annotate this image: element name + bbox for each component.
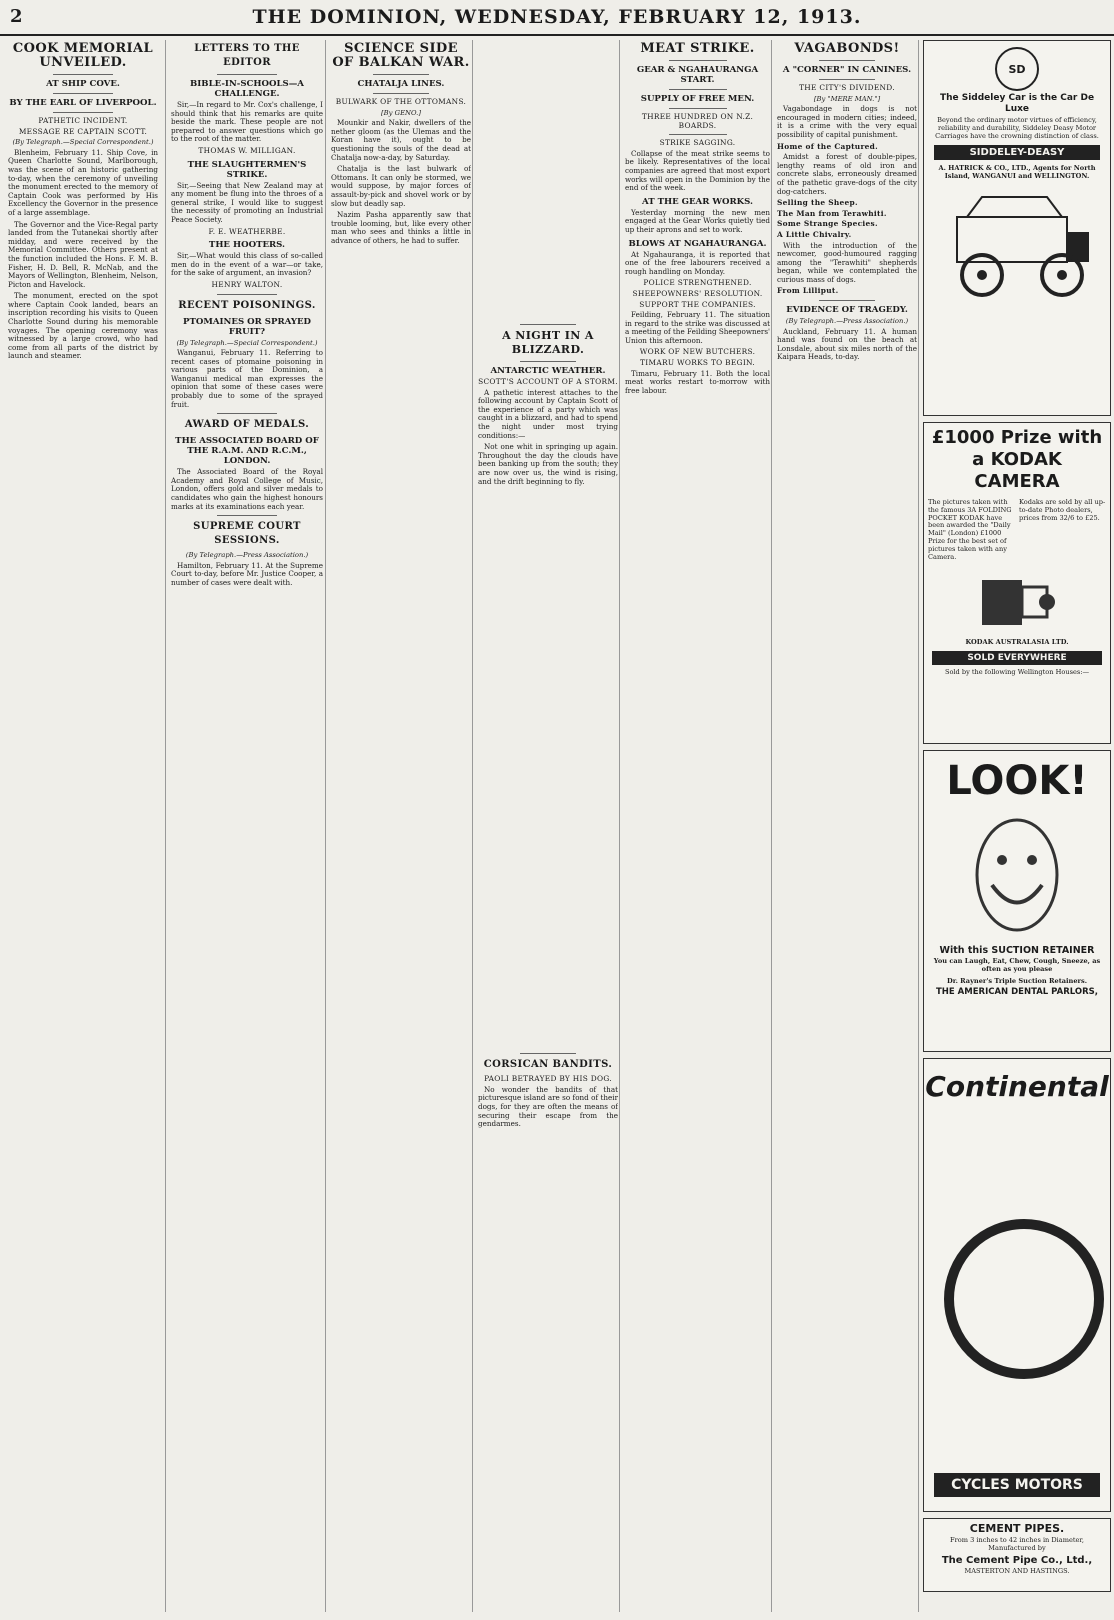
motor-car-illustration	[927, 187, 1107, 307]
blizzard-headline: A NIGHT IN A BLIZZARD.	[502, 329, 594, 356]
tyre-icon	[944, 1219, 1104, 1379]
kodak-text-2: Kodaks are sold by all up-to-date Photo dealers, prices from 32/6 to £25.	[1019, 498, 1106, 522]
dental-headline: LOOK!	[946, 758, 1088, 804]
dental-line-3: Dr. Rayner's Triple Suction Retainers.	[947, 976, 1087, 985]
letter-signature: THOMAS W. MILLIGAN.	[198, 145, 296, 155]
balkan-headline: SCIENCE SIDE OF BALKAN WAR.	[332, 41, 470, 70]
balkan-paragraph: Mounkir and Nakir, dwellers of the nether gloom (as the Ulemas and the Koran have it), ought to be questioning the souls of the dead at Chatalja now-a-day, by Saturday.	[331, 118, 471, 162]
letters-sub-3: THE HOOTERS.	[208, 240, 286, 251]
column-2	[165, 40, 323, 1612]
divider	[819, 300, 875, 301]
balkan-paragraph: Nazim Pasha apparently saw that trouble looming, but, like every other man who sees and thinks a little in advance of others, he had to suffer.	[331, 210, 471, 245]
meat-sub-8: SHEEPOWNERS' RESOLUTION.	[632, 288, 763, 298]
kodak-dealer: KODAK AUSTRALASIA LTD.	[965, 638, 1069, 647]
dental-line-1: With this SUCTION RETAINER	[939, 945, 1095, 956]
divider	[217, 413, 278, 414]
meat-sub-1: GEAR & NGAHAURANGA START.	[636, 65, 759, 85]
medals-paragraph: The Associated Board of the Royal Academy and Royal College of Music, London, offers gold and silver medals to candidates who gain the highest honours marks at its examinations each year.	[171, 467, 323, 511]
meat-sub-5: AT THE GEAR WORKS.	[642, 196, 753, 207]
page-title: THE DOMINION, WEDNESDAY, FEBRUARY 12, 1913.	[252, 6, 862, 28]
vagabonds-paragraph: Amidst a forest of double-pipes, lengthy reams of old iron and concrete slabs, erroneously dreamed of the pathetic grave-dogs of the city dog-catchers.	[777, 152, 917, 196]
kodak-ad	[923, 422, 1111, 744]
cement-text: From 3 inches to 42 inches in Diameter, Manufactured by	[950, 1536, 1084, 1552]
column-3	[325, 40, 471, 1612]
divider	[819, 79, 875, 80]
poisonings-sub: PTOMAINES OR SPRAYED FRUIT?	[183, 316, 311, 337]
vagabonds-section: The Man from Terawhiti.	[777, 208, 887, 218]
balkan-sub-1: CHATALJA LINES.	[357, 79, 445, 89]
cook-paragraph: Blenheim, February 11. Ship Cove, in Queen Charlotte Sound, Marlborough, was the scene of an historic gathering to-day, when the ceremony of unveiling the monument erected to the memory of Captain Cook was performed by His Excellency the Governor in the presence of a large assemblage.	[8, 147, 158, 217]
tragedy-paragraph: Auckland, February 11. A human hand was found on the beach at Lonsdale, about six miles north of the Kaipara Heads, to-day.	[777, 326, 917, 362]
letter-signature: HENRY WALTON.	[211, 279, 283, 289]
balkan-paragraph: Chatalja is the last bulwark of Ottomans. It can only be stormed, we would suppose, by major forces of assault-by-pick and shovel work or by slow but deadly sap.	[331, 164, 471, 208]
siddeley-logo: SD	[995, 47, 1039, 91]
balkan-byline: [By GENO.]	[381, 108, 421, 117]
vagabonds-headline: VAGABONDS!	[794, 41, 900, 56]
meat-sub-9: SUPPORT THE COMPANIES.	[639, 299, 756, 309]
cook-byline: (By Telegraph.—Special Correspondent.)	[12, 138, 154, 147]
meat-paragraph: Yesterday morning the new men engaged at the Gear Works quietly tied up their aprons and set to work.	[625, 207, 770, 234]
corsican-paragraph: No wonder the bandits of that picturesque island are so fond of their dogs, for they are often the means of securing their escape from the gendarmes.	[478, 1084, 618, 1129]
meat-sub-4: STRIKE SAGGING.	[659, 138, 736, 148]
siddeley-agent: A. HATRICK & CO., LTD., Agents for North Island, WANGANUI and WELLINGTON.	[938, 164, 1096, 181]
divider	[669, 134, 727, 135]
supreme-byline: (By Telegraph.—Press Association.)	[185, 551, 309, 560]
divider	[53, 93, 113, 94]
divider	[819, 60, 875, 61]
divider	[217, 74, 278, 75]
continental-brand: Continental	[925, 1070, 1109, 1103]
meat-paragraph: Feilding, February 11. The situation in regard to the strike was discussed at a meeting of the Feilding Sheepowners' Union this afternoon.	[625, 310, 770, 345]
column-continuation	[478, 40, 618, 320]
cement-place: MASTERTON AND HASTINGS.	[964, 1566, 1070, 1575]
column-4	[472, 40, 618, 1612]
divider	[53, 74, 113, 75]
meat-paragraph: Collapse of the meat strike seems to be likely. Representatives of the local companies are agreed that most export works will open in the Dominion by the end of the week.	[625, 148, 770, 193]
column-5	[619, 40, 770, 1612]
meat-sub-10: WORK OF NEW BUTCHERS.	[639, 347, 756, 357]
cement-title: CEMENT PIPES.	[969, 1522, 1065, 1535]
kodak-text-1: The pictures taken with the famous 3A FOLDING POCKET KODAK have been awarded the "Daily Mail" (London) £1000 Prize for the best set of pictures taken with any Camera.	[928, 498, 1012, 561]
divider	[669, 89, 727, 90]
dental-firm: THE AMERICAN DENTAL PARLORS,	[936, 987, 1098, 998]
meat-sub-11: TIMARU WORKS TO BEGIN.	[640, 358, 755, 368]
kodak-headline: £1000 Prize with a KODAK CAMERA	[931, 427, 1103, 492]
letter-paragraph: Sir,—In regard to Mr. Cox's challenge, I should think that his remarks are quite beside the mark. These people are not prepared to answer questions which go to the root of the matter.	[171, 100, 323, 144]
vagabonds-section: Home of the Captured.	[777, 141, 879, 151]
balkan-sub-2: BULWARK OF THE OTTOMANS.	[335, 97, 467, 106]
vagabonds-sub-1: A "CORNER" IN CANINES.	[782, 65, 912, 75]
divider	[373, 74, 429, 75]
masthead	[0, 0, 1114, 36]
cement-ad	[923, 1518, 1111, 1592]
poisonings-paragraph: Wanganui, February 11. Referring to recent cases of ptomaine poisoning in various parts of the Dominion, a Wanganui medical man expresses the opinion that some of these cases were probably due to some of the sprayed fruit.	[171, 348, 323, 409]
advertisements-column	[918, 40, 1111, 1612]
meat-paragraph: At Ngahauranga, it is reported that one of the free labourers received a rough handling on Monday.	[625, 249, 770, 276]
blizzard-paragraph: A pathetic interest attaches to the following account by Captain Scott of the experience of a party which was caught in a blizzard, and had to spend the night under most trying conditions:—	[478, 387, 618, 440]
blizzard-sub-1: ANTARCTIC WEATHER.	[490, 366, 606, 376]
supreme-paragraph: Hamilton, February 11. At the Supreme Court to-day, before Mr. Justice Cooper, a number of cases were dealt with.	[171, 560, 323, 587]
vagabonds-section: Selling the Sheep.	[777, 198, 858, 208]
cement-firm: The Cement Pipe Co., Ltd.,	[941, 1554, 1093, 1566]
divider	[217, 515, 278, 516]
meat-headline: MEAT STRIKE.	[640, 41, 755, 56]
cook-sub-4: MESSAGE RE CAPTAIN SCOTT.	[18, 126, 148, 136]
divider	[217, 294, 278, 295]
dental-line-2: You can Laugh, Eat, Chew, Cough, Sneeze, as often as you please	[933, 957, 1101, 973]
blizzard-paragraph: Not one whit in springing up again. Throughout the day the clouds have been banking up from the south; they are now over us, the wind is rising, and the drift beginning to fly.	[478, 442, 618, 486]
kodak-body	[924, 497, 1110, 563]
divider	[669, 108, 727, 109]
vagabonds-section: A Little Chivalry.	[777, 229, 852, 239]
divider	[53, 112, 113, 113]
letters-sub-2: THE SLAUGHTERMEN'S STRIKE.	[187, 159, 307, 180]
corsican-headline: CORSICAN BANDITS.	[483, 1059, 613, 1071]
cook-sub-3: PATHETIC INCIDENT.	[38, 116, 128, 125]
vagabonds-section: Some Strange Species.	[777, 219, 878, 229]
siddeley-body: Beyond the ordinary motor virtues of efficiency, reliability and durability, Siddeley Deasy Motor Carriages have the crowning distinction of class.	[935, 116, 1099, 140]
meat-sub-2: SUPPLY OF FREE MEN.	[640, 94, 755, 104]
medals-sub: THE ASSOCIATED BOARD OF THE R.A.M. AND R.C.M., LONDON.	[175, 436, 319, 467]
letter-paragraph: Sir,—Seeing that New Zealand may at any moment be flung into the throes of a general strike, I would like to suggest the necessity of promoting an Industrial Peace Society.	[171, 180, 323, 224]
meat-paragraph: Timaru, February 11. Both the local meat works restart to-morrow with free labour.	[625, 368, 770, 395]
cook-paragraph: The monument, erected on the spot where Captain Cook landed, bears an inscription recording his visits to Queen Charlotte Sound during his memorable voyages. The opening ceremony was witnessed by a large crowd, who had come from all parts of the district by launch and steamer.	[8, 291, 158, 361]
continental-ad	[923, 1058, 1111, 1512]
column-continuation	[478, 489, 618, 1049]
tragedy-headline: EVIDENCE OF TRAGEDY.	[786, 305, 908, 316]
siddeley-brand-banner: SIDDELEY-DEASY	[934, 145, 1100, 160]
corsican-sub: PAOLI BETRAYED BY HIS DOG.	[484, 1074, 612, 1084]
vagabonds-byline: [By "MERE MAN."]	[813, 94, 881, 103]
kodak-footer: Sold by the following Wellington Houses:—	[944, 668, 1090, 677]
cook-sub-1: AT SHIP COVE.	[46, 79, 120, 89]
kodak-sold-everywhere: SOLD EVERYWHERE	[932, 651, 1102, 665]
column-6	[771, 40, 917, 1612]
siddeley-ad	[923, 40, 1111, 416]
page-number: 2	[10, 6, 23, 27]
meat-sub-7: POLICE STRENGTHENED.	[643, 278, 752, 288]
vagabonds-paragraph: Vagabondage in dogs is not encouraged in modern cities; indeed, it is a crime with the very equal possibility of capital punishment.	[777, 104, 917, 139]
divider	[520, 361, 576, 362]
folding-camera-illustration	[977, 565, 1057, 635]
cook-headline: COOK MEMORIAL UNVEILED.	[12, 41, 154, 70]
poisonings-byline: (By Telegraph.—Special Correspondent.)	[176, 338, 318, 347]
column-1	[8, 40, 158, 1612]
divider	[520, 1053, 576, 1054]
vagabonds-section: From Lilliput.	[777, 286, 839, 296]
letters-headline: LETTERS TO THE EDITOR	[194, 43, 300, 68]
meat-sub-3: THREE HUNDRED ON N.Z. BOARDS.	[641, 112, 754, 130]
cook-sub-2: BY THE EARL OF LIVERPOOL.	[9, 98, 157, 108]
dental-ad	[923, 750, 1111, 1052]
divider	[669, 60, 727, 61]
divider	[520, 324, 576, 325]
vagabonds-sub-2: THE CITY'S DIVIDEND.	[799, 83, 895, 92]
letter-signature: F. E. WEATHERBE.	[208, 226, 286, 236]
medals-headline: AWARD OF MEDALS.	[184, 419, 310, 431]
letters-sub-1: BIBLE-IN-SCHOOLS—A CHALLENGE.	[190, 79, 304, 99]
poisonings-headline: RECENT POISONINGS.	[178, 299, 316, 311]
supreme-headline: SUPREME COURT SESSIONS.	[193, 521, 301, 547]
denture-illustration	[957, 805, 1077, 945]
blizzard-sub-2: SCOTT'S ACCOUNT OF A STORM.	[478, 377, 618, 386]
continental-tagline: CYCLES MOTORS	[934, 1473, 1100, 1497]
tragedy-byline: (By Telegraph.—Press Association.)	[785, 317, 909, 326]
vagabonds-paragraph: With the introduction of the newcomer, good-humoured ragging among the "Terawhiti" shepherds began, while we contemplated the curious mass of dogs.	[777, 240, 917, 284]
siddeley-title: The Siddeley Car is the Car De Luxe	[939, 93, 1095, 114]
letter-paragraph: Sir,—What would this class of so-called men do in the event of a war—or take, for the sake of argument, an invasion?	[171, 251, 323, 278]
divider	[373, 93, 429, 94]
meat-sub-6: BLOWS AT NGAHAURANGA.	[628, 238, 767, 249]
cook-paragraph: The Governor and the Vice-Regal party landed from the Tutanekai shortly after midday, and were received by the Memorial Committee. Others present at the function included the Hons. F. M. B. Fisher, H. D. Bell, R. McNab, and the Mayors of Wellington, Blenheim, Nelson, Picton and Havelock.	[8, 219, 158, 289]
